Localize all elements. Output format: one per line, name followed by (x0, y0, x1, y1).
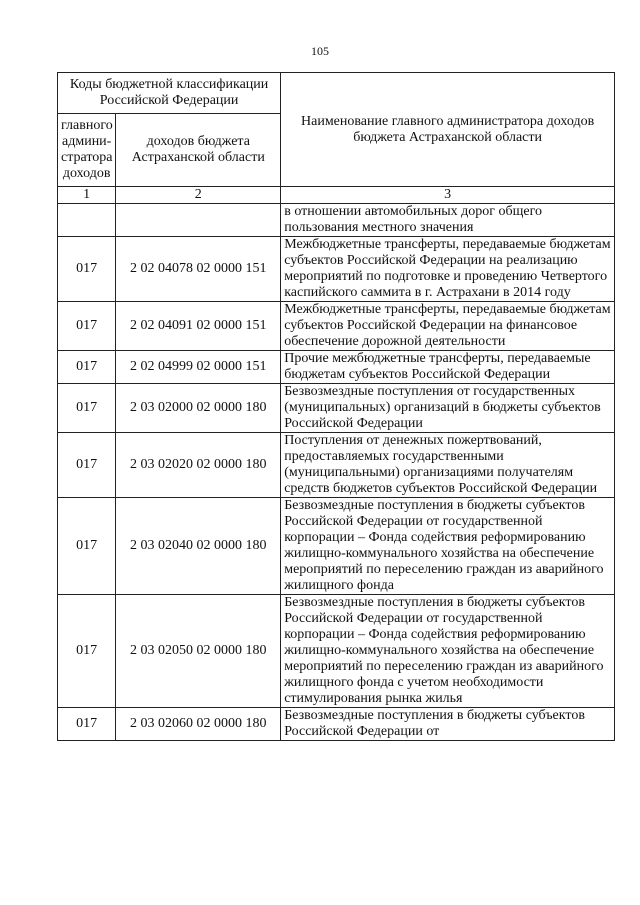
revenue-name: Безвозмездные поступления от государственных (муниципальных) организаций в бюджеты субъектов Российской Федерации (281, 384, 615, 433)
revenue-name: в отношении автомобильных дорог общего пользования местного значения (281, 204, 615, 237)
table-row (58, 708, 615, 741)
revenue-name: Безвозмездные поступления в бюджеты субъектов Российской Федерации от государственной корпорации – Фонда содействия реформированию жилищно-коммунального хозяйства на обеспечение мероприятий по переселению граждан из аварийного жилищного фонда (281, 498, 615, 595)
revenue-code: 2 03 02060 02 0000 180 (116, 708, 281, 741)
column-number-3: 3 (281, 187, 615, 204)
revenue-name: Поступления от денежных пожертвований, предоставляемых государственными (муниципальными) организациями получателям средств бюджетов субъектов Российской Федерации (281, 433, 615, 498)
revenue-name: Межбюджетные трансферты, передаваемые бюджетам субъектов Российской Федерации на реализацию мероприятий по подготовке и проведению Четвертого каспийского саммита в г. Астрахани в 2014 году (281, 237, 615, 302)
table-row (58, 302, 615, 351)
revenue-code: 2 02 04091 02 0000 151 (116, 302, 281, 351)
revenue-code: 2 03 02040 02 0000 180 (116, 498, 281, 595)
revenue-code: 2 02 04999 02 0000 151 (116, 351, 281, 384)
revenue-name: Прочие межбюджетные трансферты, передаваемые бюджетам субъектов Российской Федерации (281, 351, 615, 384)
table-row (58, 595, 615, 708)
table-row (58, 433, 615, 498)
header-row-group (58, 73, 615, 114)
table-row (58, 498, 615, 595)
column-number-1: 1 (58, 187, 116, 204)
revenue-code: 2 03 02050 02 0000 180 (116, 595, 281, 708)
header-group-title: Коды бюджетной классификации Российской Федерации (58, 73, 281, 114)
admin-code (58, 204, 116, 237)
admin-code: 017 (58, 384, 116, 433)
revenue-name: Безвозмездные поступления в бюджеты субъектов Российской Федерации от государственной корпорации – Фонда содействия реформированию жилищно-коммунального хозяйства на обеспечение мероприятий по переселению граждан из аварийного жилищного фонда с учетом необходимости стимулирования рынка жилья (281, 595, 615, 708)
revenue-name: Межбюджетные трансферты, передаваемые бюджетам субъектов Российской Федерации на финансовое обеспечение дорожной деятельности (281, 302, 615, 351)
header-revenue-column: доходов бюджета Астраханской области (116, 114, 281, 187)
admin-code: 017 (58, 237, 116, 302)
admin-code: 017 (58, 498, 116, 595)
table-row (58, 351, 615, 384)
revenue-code (116, 204, 281, 237)
budget-classification-table (57, 72, 615, 741)
admin-code: 017 (58, 595, 116, 708)
column-number-2: 2 (116, 187, 281, 204)
revenue-code: 2 03 02000 02 0000 180 (116, 384, 281, 433)
admin-code: 017 (58, 433, 116, 498)
revenue-code: 2 02 04078 02 0000 151 (116, 237, 281, 302)
header-name-column: Наименование главного администратора доходов бюджета Астраханской области (281, 73, 615, 187)
table-row (58, 384, 615, 433)
admin-code: 017 (58, 708, 116, 741)
admin-code: 017 (58, 302, 116, 351)
column-number-row (58, 187, 615, 204)
revenue-name: Безвозмездные поступления в бюджеты субъектов Российской Федерации от (281, 708, 615, 741)
revenue-code: 2 03 02020 02 0000 180 (116, 433, 281, 498)
table-row (58, 237, 615, 302)
admin-code: 017 (58, 351, 116, 384)
header-admin-column: главного админи-стратора доходов (58, 114, 116, 187)
page-number: 105 (311, 44, 329, 58)
table-row (58, 204, 615, 237)
